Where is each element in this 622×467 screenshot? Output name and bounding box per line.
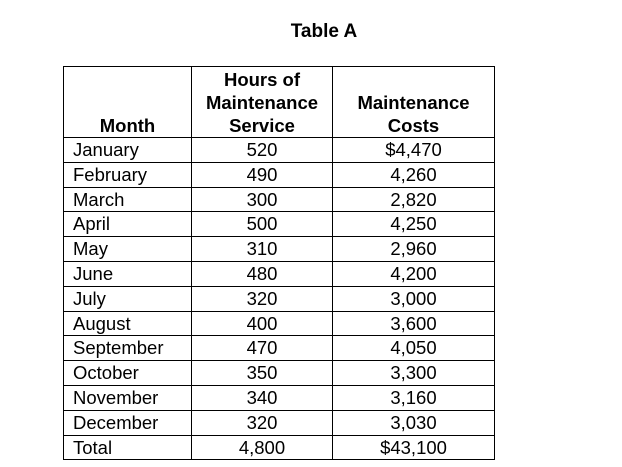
maintenance-table: [63, 66, 495, 460]
cost-cell: 4,250: [333, 212, 495, 237]
month-header: [64, 67, 192, 138]
costs-header-line2: Costs: [387, 115, 440, 136]
total-hours: 4,800: [192, 435, 333, 460]
hours-cell: 480: [192, 261, 333, 286]
table-row: [64, 187, 495, 212]
cost-cell: 4,200: [333, 261, 495, 286]
cost-cell: 2,820: [333, 187, 495, 212]
total-cost: $43,100: [333, 435, 495, 460]
hours-cell: 350: [192, 361, 333, 386]
month-cell: June: [64, 261, 192, 286]
table-row: [64, 385, 495, 410]
month-cell: February: [64, 162, 192, 187]
table-row: [64, 410, 495, 435]
hours-cell: 300: [192, 187, 333, 212]
month-cell: April: [64, 212, 192, 237]
month-header-label: Month: [99, 115, 156, 136]
cost-cell: 3,300: [333, 361, 495, 386]
month-cell: August: [64, 311, 192, 336]
table-row: [64, 138, 495, 163]
month-cell: September: [64, 336, 192, 361]
cost-cell: $4,470: [333, 138, 495, 163]
table-row: [64, 237, 495, 262]
hours-cell: 320: [192, 286, 333, 311]
cost-cell: 3,160: [333, 385, 495, 410]
table-title: Table A: [290, 21, 358, 42]
month-cell: January: [64, 138, 192, 163]
table-row: [64, 361, 495, 386]
cost-cell: 3,030: [333, 410, 495, 435]
hours-cell: 490: [192, 162, 333, 187]
costs-header-line1: Maintenance: [357, 92, 470, 113]
month-cell: March: [64, 187, 192, 212]
hours-cell: 320: [192, 410, 333, 435]
hours-header-line1: Hours of: [223, 69, 301, 90]
hours-header: [192, 67, 333, 138]
table-row: [64, 212, 495, 237]
month-cell: October: [64, 361, 192, 386]
hours-cell: 470: [192, 336, 333, 361]
table-row: [64, 261, 495, 286]
hours-cell: 400: [192, 311, 333, 336]
month-cell: May: [64, 237, 192, 262]
total-label: Total: [64, 435, 192, 460]
month-cell: July: [64, 286, 192, 311]
cost-cell: 3,600: [333, 311, 495, 336]
cost-cell: 2,960: [333, 237, 495, 262]
total-row: [64, 435, 495, 460]
hours-cell: 310: [192, 237, 333, 262]
month-cell: November: [64, 385, 192, 410]
table-row: [64, 311, 495, 336]
table-row: [64, 336, 495, 361]
hours-header-line2: Maintenance: [205, 92, 319, 113]
hours-header-line3: Service: [229, 115, 295, 136]
table-row: [64, 162, 495, 187]
month-cell: December: [64, 410, 192, 435]
hours-cell: 340: [192, 385, 333, 410]
hours-cell: 500: [192, 212, 333, 237]
header-row: [64, 67, 495, 138]
table-row: [64, 286, 495, 311]
costs-header: [333, 67, 495, 138]
cost-cell: 4,260: [333, 162, 495, 187]
hours-cell: 520: [192, 138, 333, 163]
cost-cell: 3,000: [333, 286, 495, 311]
cost-cell: 4,050: [333, 336, 495, 361]
